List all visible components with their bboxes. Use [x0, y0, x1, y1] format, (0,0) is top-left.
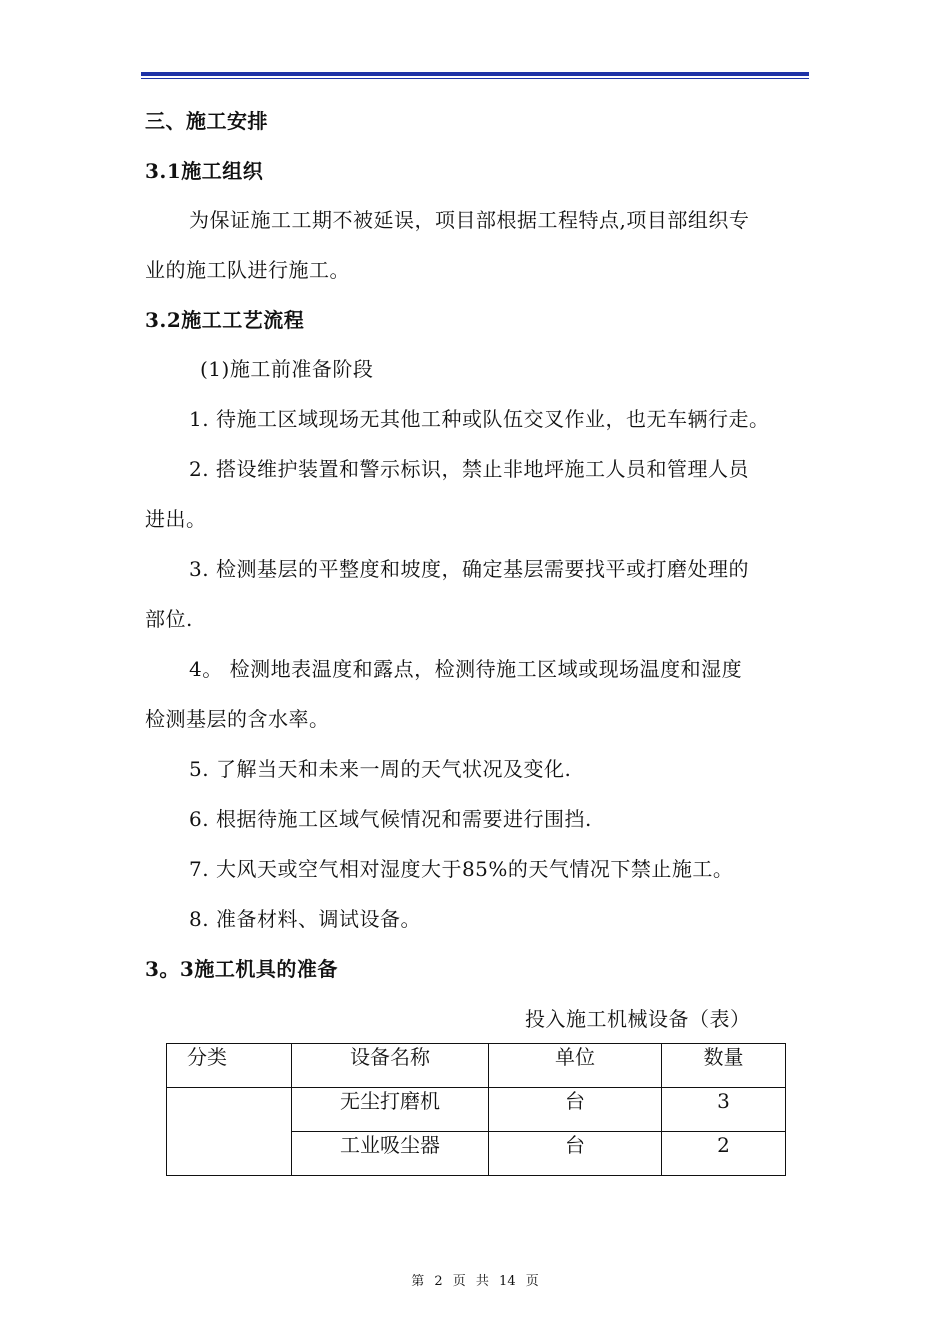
- list-item: 4。 检测地表温度和露点，检测待施工区域或现场温度和湿度: [189, 657, 743, 681]
- table-cell: 台: [489, 1088, 662, 1132]
- table-cell: 3: [662, 1088, 786, 1132]
- table-cell: 台: [489, 1132, 662, 1176]
- table-cell: 无尘打磨机: [292, 1088, 489, 1132]
- table-header-cell: 数量: [662, 1044, 786, 1088]
- list-item: 5. 了解当天和未来一周的天气状况及变化.: [189, 757, 572, 781]
- list-item: 1. 待施工区域现场无其他工种或队伍交叉作业，也无车辆行走。: [189, 407, 770, 431]
- list-item: 2. 搭设维护装置和警示标识，禁止非地坪施工人员和管理人员: [189, 457, 749, 481]
- table-cell: 工业吸尘器: [292, 1132, 489, 1176]
- list-item: 7. 大风天或空气相对湿度大于85%的天气情况下禁止施工。: [189, 857, 734, 881]
- section-title: 三、施工安排: [145, 109, 268, 133]
- heading-3-1: 3.1施工组织: [145, 159, 264, 183]
- list-item-continuation: 进出。: [145, 507, 207, 531]
- page-footer: 第 2 页 共 14 页: [411, 1274, 539, 1289]
- paragraph-line: 业的施工队进行施工。: [145, 258, 350, 282]
- heading-3-2: 3.2施工工艺流程: [145, 308, 305, 332]
- paragraph-line: 为保证施工工期不被延误，项目部根据工程特点,项目部组织专: [189, 208, 750, 232]
- list-item-continuation: 检测基层的含水率。: [145, 707, 330, 731]
- list-item: 6. 根据待施工区域气候情况和需要进行围挡.: [189, 807, 592, 831]
- table-header-row: [167, 1044, 786, 1088]
- heading-3-3: 3。3施工机具的准备: [145, 957, 338, 981]
- table-cell: 2: [662, 1132, 786, 1176]
- header-rule-thin: [141, 78, 809, 79]
- table-header-cell: 设备名称: [292, 1044, 489, 1088]
- equipment-table: [166, 1043, 786, 1176]
- list-item-continuation: 部位.: [145, 607, 193, 631]
- table-header-cell: 单位: [489, 1044, 662, 1088]
- stage-title: (1)施工前准备阶段: [200, 357, 374, 381]
- header-rule: [141, 72, 809, 76]
- list-item: 8. 准备材料、调试设备。: [189, 907, 421, 931]
- list-item: 3. 检测基层的平整度和坡度，确定基层需要找平或打磨处理的: [189, 557, 749, 581]
- table-header-cell: 分类: [167, 1044, 292, 1088]
- table-row: [167, 1088, 786, 1132]
- table-caption: 投入施工机械设备（表）: [525, 1007, 751, 1031]
- table-cell-category: [167, 1088, 292, 1176]
